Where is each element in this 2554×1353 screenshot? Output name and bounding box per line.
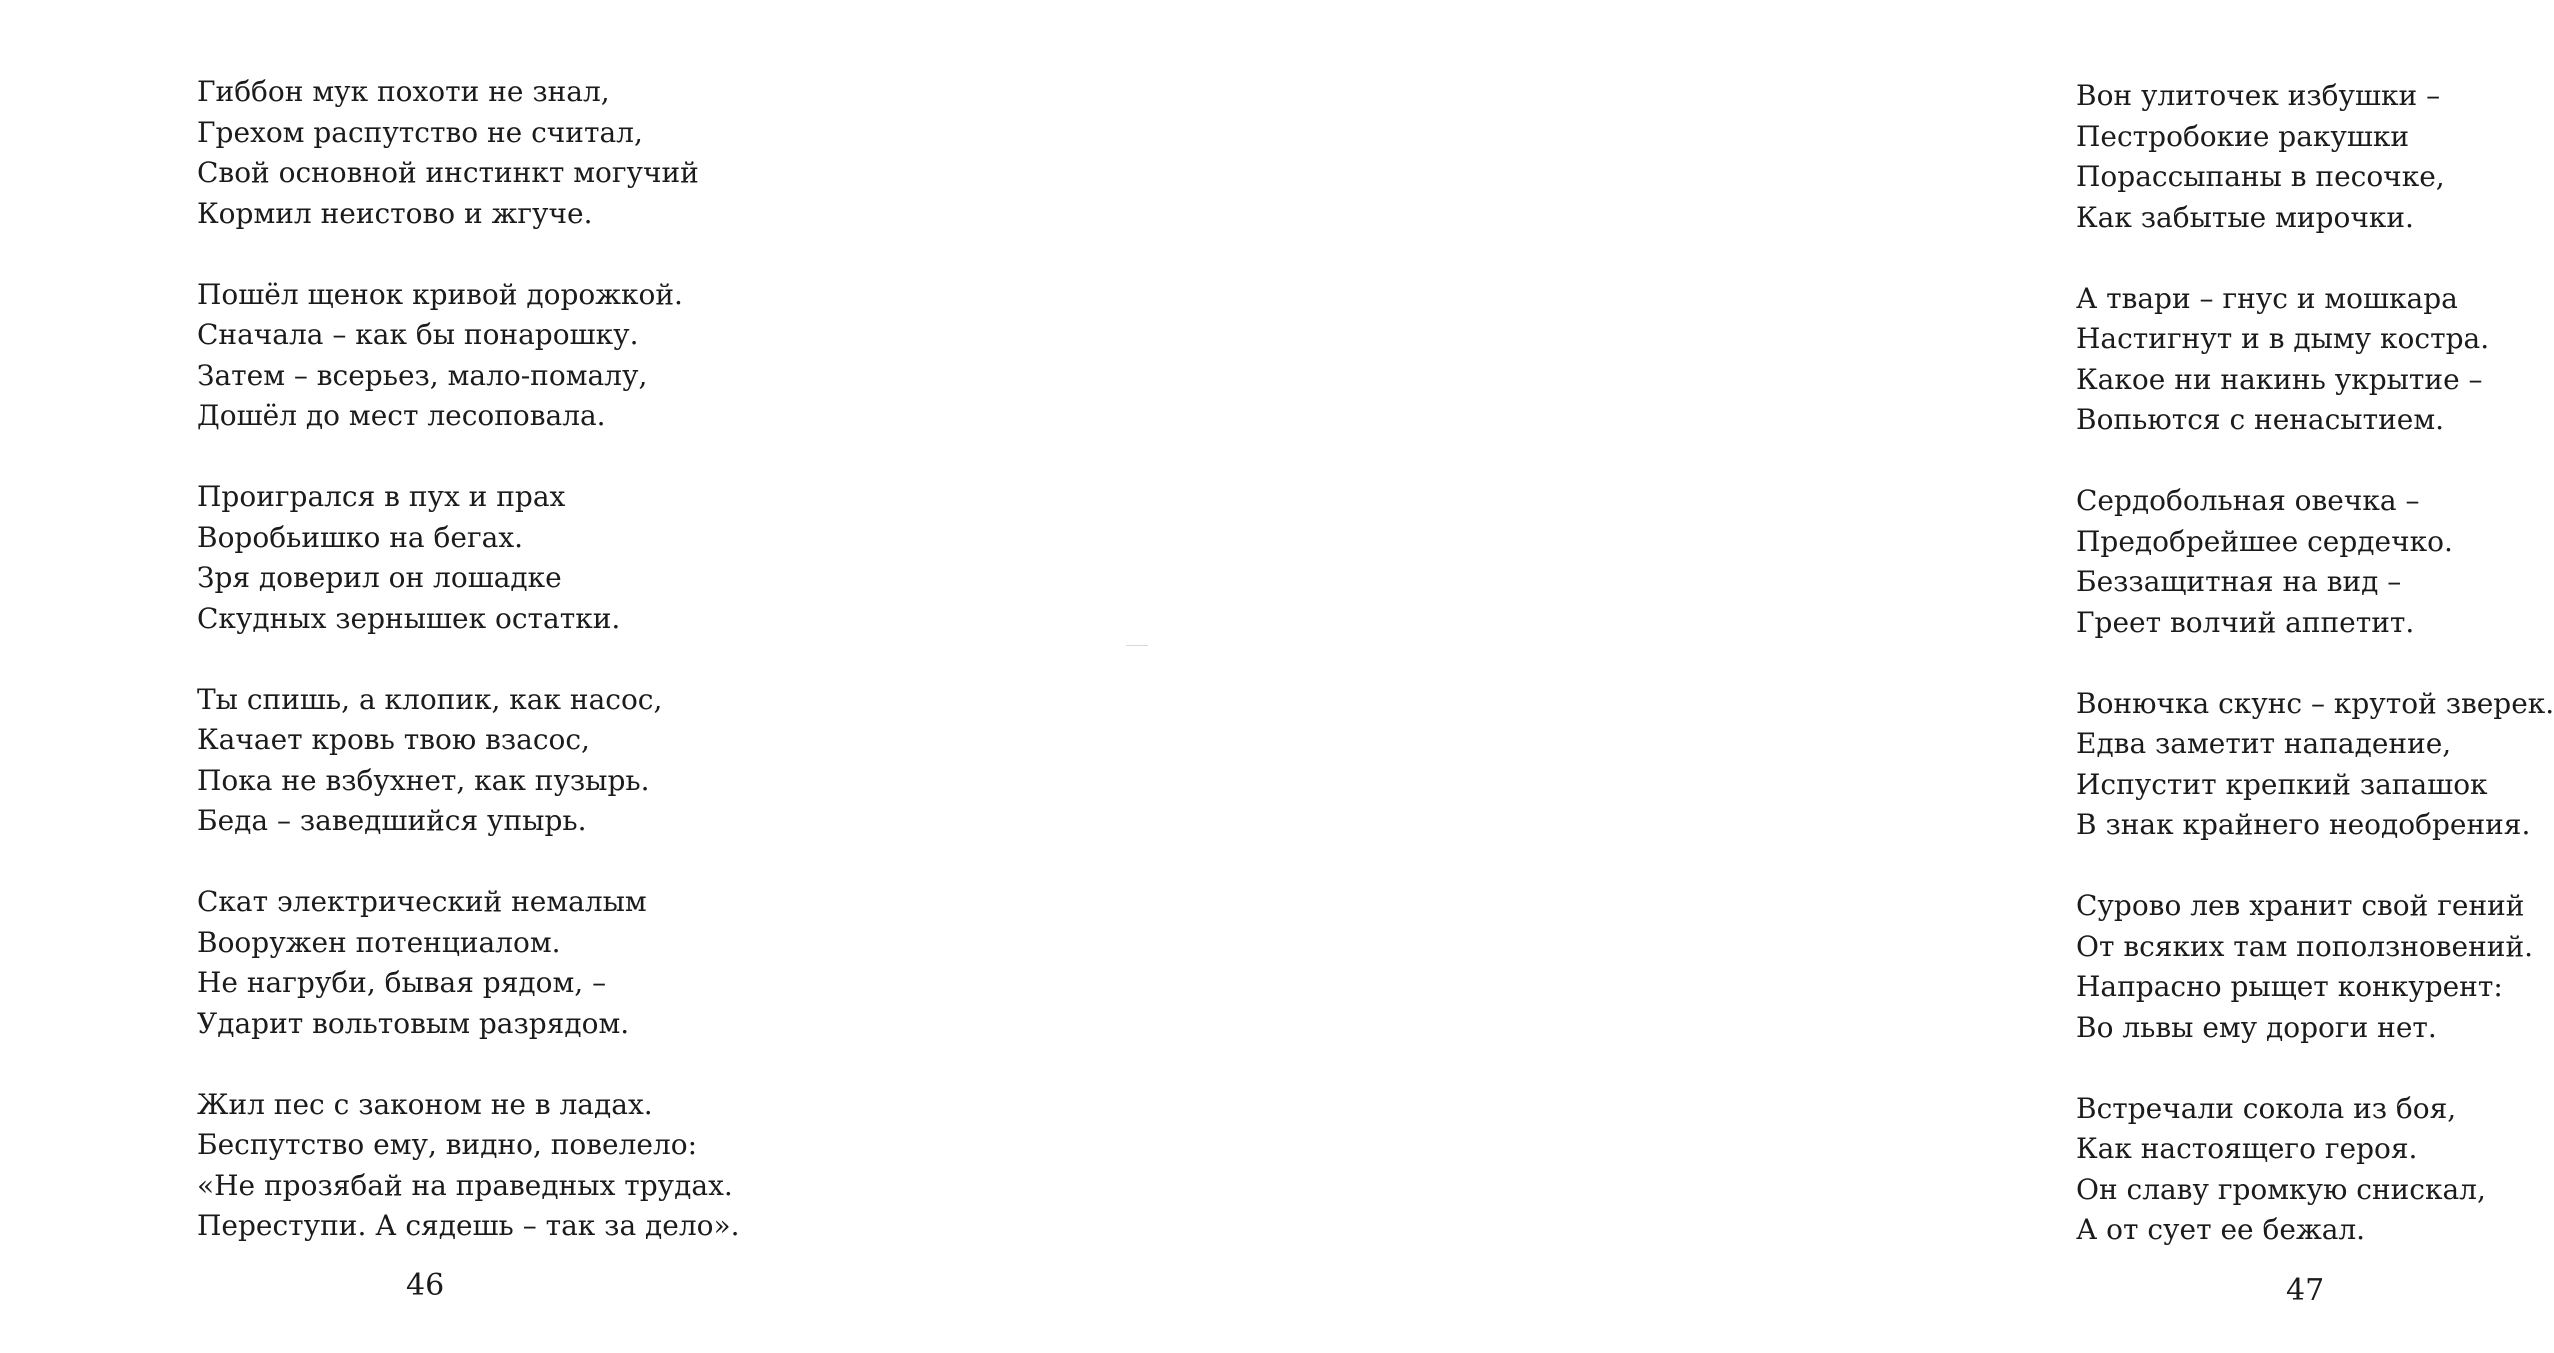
- poem-line: Пошёл щенок кривой дорожкой.: [197, 277, 683, 311]
- poem-line: Настигнут и в дыму костра.: [2076, 322, 2490, 355]
- poem-line: Вон улиточек избушки –: [2076, 79, 2441, 112]
- stanza: [197, 882, 740, 1044]
- stanza: [2076, 684, 2554, 846]
- poem-line: Вонючка скунс – крутой зверек.: [2076, 686, 2554, 720]
- poem-line: Зря доверил он лошадке: [197, 561, 562, 594]
- stanza: [2076, 886, 2554, 1048]
- poem-line: Встречали сокола из боя,: [2076, 1091, 2457, 1125]
- poem-line: Кормил неистово и жгуче.: [197, 196, 593, 230]
- poem-line: Какое ни накинь укрытие –: [2076, 362, 2483, 396]
- poem-line: Порассыпаны в песочке,: [2076, 160, 2445, 193]
- poem-line: Вопьются с ненасытием.: [2076, 403, 2444, 436]
- poem-line: Затем – всерьез, мало-помалу,: [197, 358, 648, 392]
- poem-line: Он славу громкую снискал,: [2076, 1172, 2486, 1206]
- poem-line: Грехом распутство не считал,: [197, 115, 643, 149]
- poem-line: Вооружен потенциалом.: [197, 925, 561, 959]
- poem-line: Не нагруби, бывая рядом, –: [197, 966, 607, 999]
- right-page: [898, 0, 2554, 1353]
- poem-line: Проигрался в пух и прах: [197, 480, 566, 513]
- left-page-poems: [197, 72, 740, 1287]
- poem-line: Как настоящего героя.: [2076, 1132, 2418, 1165]
- stanza: [2076, 76, 2554, 238]
- poem-line: Напрасно рыщет конкурент:: [2076, 970, 2503, 1003]
- poem-line: Едва заметит нападение,: [2076, 727, 2452, 760]
- poem-line: Ударит вольтовым разрядом.: [197, 1006, 630, 1040]
- poem-line: Дошёл до мест лесоповала.: [197, 399, 606, 432]
- poem-line: Предобрейшее сердечко.: [2076, 524, 2453, 558]
- poem-line: Беспутство ему, видно, повелело:: [197, 1128, 698, 1161]
- stanza: [2076, 1089, 2554, 1251]
- poem-line: Скат электрический немалым: [197, 885, 647, 918]
- stanza: [197, 275, 740, 437]
- poem-line: Скудных зернышек остатки.: [197, 601, 621, 635]
- poem-line: Как забытые мирочки.: [2076, 200, 2414, 234]
- poem-line: Гиббон мук похоти не знал,: [197, 75, 610, 108]
- poem-line: Переступи. А сядешь – так за дело».: [197, 1209, 740, 1242]
- poem-line: Во львы ему дороги нет.: [2076, 1010, 2437, 1044]
- poem-line: Сердобольная овечка –: [2076, 484, 2420, 517]
- poem-line: Качает кровь твою взасос,: [197, 723, 590, 756]
- poem-line: А от сует ее бежал.: [2076, 1213, 2366, 1246]
- stanza: [197, 680, 740, 842]
- poem-line: Сначала – как бы понарошку.: [197, 318, 639, 351]
- poem-line: Воробьишко на бегах.: [197, 520, 524, 554]
- poem-line: А твари – гнус и мошкара: [2076, 281, 2458, 315]
- stanza: [197, 477, 740, 639]
- stanza: [197, 72, 740, 234]
- poem-line: Беда – заведшийся упырь.: [197, 804, 587, 837]
- poem-line: Пестробокие ракушки: [2076, 119, 2410, 153]
- right-page-poems: [2076, 76, 2554, 1291]
- poem-line: В знак крайнего неодобрения.: [2076, 808, 2531, 841]
- poem-line: От всяких там поползновений.: [2076, 929, 2534, 963]
- stanza: [2076, 481, 2554, 643]
- stanza: [197, 1085, 740, 1247]
- poem-line: Сурово лев хранит свой гений: [2076, 889, 2525, 922]
- page-number: 47: [2286, 1273, 2325, 1308]
- poem-line: Испустит крепкий запашок: [2076, 767, 2488, 801]
- poem-line: Свой основной инстинкт могучий: [197, 156, 699, 189]
- poem-line: Греет волчий аппетит.: [2076, 605, 2415, 639]
- page-number: 46: [406, 1268, 445, 1303]
- poem-line: Жил пес с законом не в ладах.: [197, 1087, 653, 1121]
- poem-line: Ты спишь, а клопик, как насос,: [197, 682, 663, 716]
- stanza: [2076, 279, 2554, 441]
- poem-line: «Не прозябай на праведных трудах.: [197, 1168, 733, 1202]
- poem-line: Беззащитная на вид –: [2076, 565, 2402, 598]
- poem-line: Пока не взбухнет, как пузырь.: [197, 763, 650, 797]
- left-page: [0, 0, 898, 1353]
